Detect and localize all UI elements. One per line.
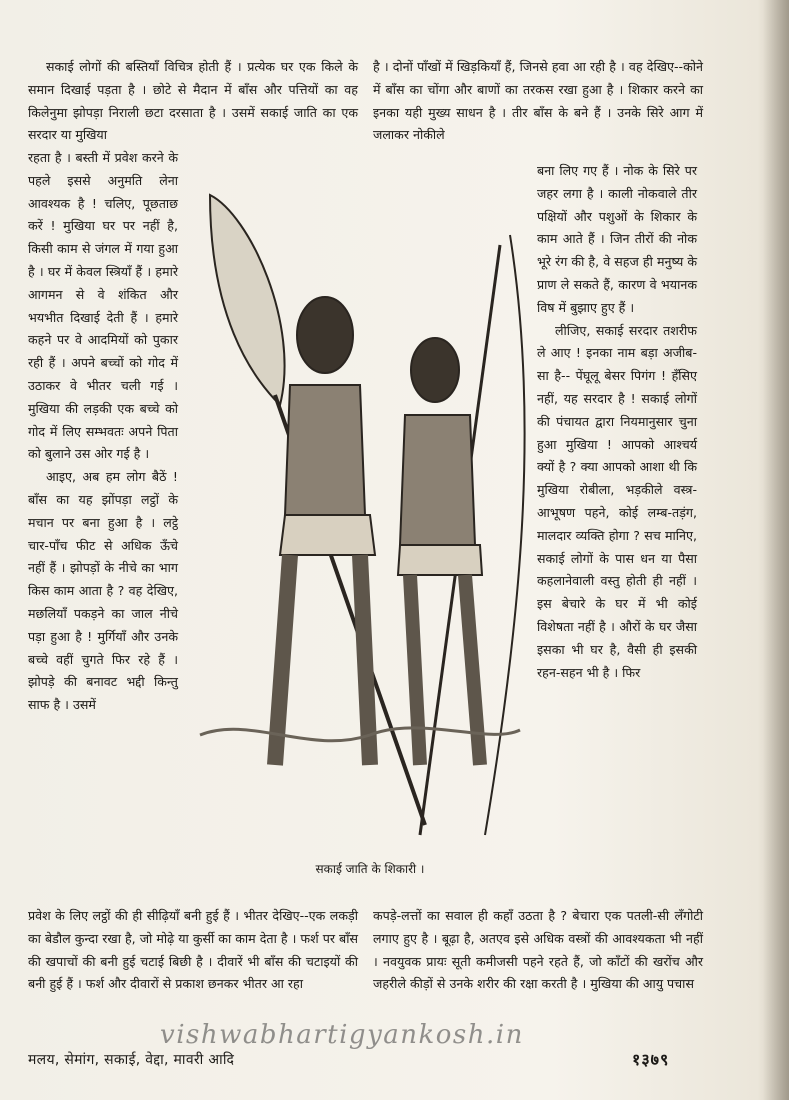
hunter-one-torso xyxy=(285,385,365,515)
hunter-two-loincloth xyxy=(398,545,482,575)
left-column-narrow xyxy=(28,147,178,717)
hunter-two-torso xyxy=(400,415,475,545)
bow xyxy=(485,235,525,835)
right-column-narrow xyxy=(537,160,697,684)
hunters-drawing xyxy=(190,175,530,855)
hunter-one-loincloth xyxy=(280,515,375,555)
left-column-paragraph-2: आइए, अब हम लोग बैठें ! बाँस का यह झोंपड़ा लट्ठों के मचान पर बना हुआ है । लट्ठे चार-पाँच फीट से अधिक ऊँचे नहीं हैं । झोपड़ों के नीचे का भाग किस काम आता है ? वह देखिए, मछलियाँ पकड़ने का जाल नीचे पड़ा हुआ है ! मुर्गियाँ और उनके बच्चे वहीं चुगते फिर रहे हैं । झोपड़े की बनावट भद्दी किन्तु साफ है । उसमें xyxy=(28,469,178,713)
shield-shape xyxy=(210,195,285,405)
figure-caption: सकाई जाति के शिकारी । xyxy=(315,862,425,876)
right-column-paragraph-1-wide: है । दोनों पाँखों में खिड़कियाँ हैं, जिनसे हवा आ रही है । वह देखिए--कोने में बाँस का चोंगा और बाणों का तरकस रखा हुआ है । शिकार करने का इनका यही मुख्य साधन है । तीर बाँस के बने हैं । उनके सिरे आग में जलाकर नोकीले xyxy=(373,59,703,143)
running-footer-title: मलय, सेमांग, सकाई, वेद्दा, मावरी आदि xyxy=(28,1052,235,1068)
bottom-left-paragraph: प्रवेश के लिए लट्ठों की ही सीढ़ियाँ बनी हुई हैं । भीतर देखिए--एक लकड़ी का बेडौल कुन्दा रखा है, जो मोढ़े या कुर्सी का काम देता है । फर्श पर बाँस की खपाचों की बनी हुई चटाई बिछी है । दीवारें भी बाँस की चटाइयों की बनी हुई हैं । फर्श और दीवारों से प्रकाश छनकर भीतर आ रहा xyxy=(28,908,358,992)
hunters-illustration xyxy=(190,175,530,855)
page-number: १३७९ xyxy=(632,1050,670,1069)
hunter-one-head xyxy=(297,297,353,373)
right-column-paragraph-2: लीजिए, सकाई सरदार तशरीफ ले आए ! इनका नाम बड़ा अजीब-सा है-- पेंघूलू बेसर पिगंग ! हँसिए नहीं, यह सरदार है ! सकाई लोगों की पंचायत द्वारा नियमानुसार चुना हुआ मुखिया ! आपको आश्चर्य क्यों है ? क्या आपको आशा थी कि मुखिया रोबीला, भड़कीले वस्त्र-आभूषण पहने, कोई लम्ब-तड़ंग, मालदार व्यक्ति होगा ? सच मानिए, सकाई लोगों के पास धन या पैसा कहलानेवाली वस्तु होती ही नहीं । इस बेचारे के घर में भी कोई विशेषता नहीं है । औरों के घर जैसा इसका भी घर है, वैसी ही इसकी रहन-सहन भी है । फिर xyxy=(537,322,697,680)
bottom-right-paragraph: कपड़े-लत्तों का सवाल ही कहाँ उठता है ? बेचारा एक पतली-सी लँगोटी लगाए हुए है । बूढ़ा है, अतएव इसे अधिक वस्त्रों की आवश्यकता भी नहीं । नवयुवक प्रायः सूती कमीजसी पहने रहते हैं, जो काँटों की खरोंच और जहरीले कीड़ों से उनके शरीर की रक्षा करती है । मुखिया की आयु पचास xyxy=(373,908,703,992)
left-column-paragraph-1-wide: सकाई लोगों की बस्तियाँ विचित्र होती हैं । प्रत्येक घर एक किले के समान दिखाई पड़ता है । छोटे से मैदान में बाँस और पत्तियों का वह किलेनुमा झोपड़ा निराली छटा दरसाता है । उसमें सकाई जाति का एक सरदार या मुखिया xyxy=(28,59,358,143)
watermark-text: vishwabhartigyankosh.in xyxy=(160,1020,524,1050)
right-column-paragraph-1-narrow: बना लिए गए हैं । नोक के सिरे पर जहर लगा है । काली नोकवाले तीर पक्षियों और पशुओं के शिकार के काम आते हैं । जिन तीरों की नोक भूरे रंग की है, वे सहज ही मनुष्य के प्राण ले सकते हैं, कारण वे भयानक विष में बुझाए हुए हैं । xyxy=(537,163,697,315)
hunter-two-legs xyxy=(410,575,480,765)
left-column-paragraph-1-narrow: रहता है । बस्ती में प्रवेश करने के पहले इससे अनुमति लेना आवश्यक है ! चलिए, पूछताछ करें ! मुखिया घर पर नहीं है, किसी काम से जंगल में गया हुआ है । घर में केवल स्त्रियाँ हैं । हमारे आगमन से वे शंकित और भयभीत दिखाई देती हैं । हमारे कहने पर वे आदमियों को पुकार रही हैं । अपने बच्चों को गोद में उठाकर वे भीतर चली गई । मुखिया की लड़की एक बच्चे को गोद में लिए सम्भवतः अपने पिता को बुलाने उस ओर गई है । xyxy=(28,150,178,462)
page-gutter-shadow xyxy=(763,0,789,1100)
hunter-two-head xyxy=(411,338,459,402)
hunter-one-legs xyxy=(275,555,370,765)
